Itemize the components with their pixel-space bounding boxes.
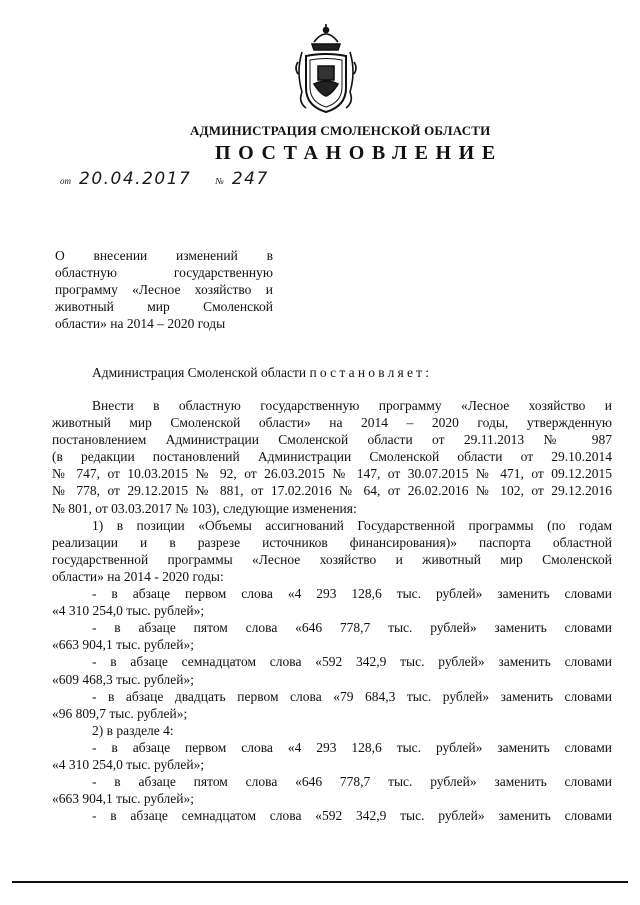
intro-prefix: Администрация Смоленской области bbox=[92, 365, 310, 380]
resolution-intro bbox=[92, 364, 612, 381]
intro-verb: постановляет: bbox=[309, 365, 433, 380]
subject-line: областную государственную bbox=[55, 265, 273, 280]
organization-name: АДМИНИСТРАЦИЯ СМОЛЕНСКОЙ ОБЛАСТИ bbox=[190, 123, 491, 138]
subject-line: О внесении изменений в bbox=[55, 248, 273, 263]
body-line: (в редакции постановлений Администрации Смоленской области от 29.10.2014 bbox=[52, 449, 612, 465]
body-line: «663 904,1 тыс. рублей»; bbox=[52, 791, 194, 807]
document-subject bbox=[55, 247, 273, 332]
body-line: № 778, от 29.12.2015 № 881, от 17.02.2016 № 64, от 26.02.2016 № 102, от 29.12.2016 bbox=[52, 483, 612, 499]
body-line: - в абзаце семнадцатом слова «592 342,9 тыс. рублей» заменить словами bbox=[92, 808, 612, 824]
body-line: государственной программы «Лесное хозяйство и животный мир Смоленской bbox=[52, 551, 612, 567]
subject-line: области» на 2014 – 2020 годы bbox=[55, 316, 226, 331]
body-line: животный мир Смоленской области» на 2014 – 2020 годы, утвержденную bbox=[52, 415, 612, 431]
date-number-line bbox=[60, 169, 269, 193]
body-line: - в абзаце пятом слова «646 778,7 тыс. рублей» заменить словами bbox=[92, 620, 612, 636]
body-line: № 747, от 10.03.2015 № 92, от 26.03.2015 № 147, от 30.07.2015 № 471, от 09.12.2015 bbox=[52, 466, 612, 482]
body-line: «609 468,3 тыс. рублей»; bbox=[52, 671, 194, 687]
body-line: - в абзаце пятом слова «646 778,7 тыс. рублей» заменить словами bbox=[92, 774, 612, 790]
body-line: - в абзаце первом слова «4 293 128,6 тыс. рублей» заменить словами bbox=[92, 586, 612, 602]
document-type-title: ПОСТАНОВЛЕНИЕ bbox=[215, 142, 503, 164]
body-line: 2) в разделе 4: bbox=[92, 722, 174, 738]
subject-line: программу «Лесное хозяйство и bbox=[55, 282, 273, 297]
number-label: № bbox=[215, 176, 224, 186]
body-line: № 801, от 03.03.2017 № 103), следующие изменения: bbox=[52, 500, 357, 516]
body-line: области» на 2014 - 2020 годы: bbox=[52, 568, 224, 584]
page-bottom-rule bbox=[12, 881, 628, 883]
body-line: «4 310 254,0 тыс. рублей»; bbox=[52, 603, 205, 619]
body-line: - в абзаце семнадцатом слова «592 342,9 тыс. рублей» заменить словами bbox=[92, 654, 612, 670]
body-line: - в абзаце первом слова «4 293 128,6 тыс. рублей» заменить словами bbox=[92, 739, 612, 755]
body-line: Внести в областную государственную программу «Лесное хозяйство и bbox=[92, 398, 612, 413]
date-label: от bbox=[60, 176, 71, 186]
handwritten-number: 247 bbox=[231, 169, 269, 189]
handwritten-date: 20.04.2017 bbox=[79, 169, 192, 189]
resolution-body bbox=[52, 397, 612, 824]
body-line: «4 310 254,0 тыс. рублей»; bbox=[52, 756, 205, 772]
coat-of-arms-icon bbox=[292, 22, 360, 114]
body-line: «663 904,1 тыс. рублей»; bbox=[52, 637, 194, 653]
body-line: реализации и в разрезе источников финансирования)» паспорта областной bbox=[52, 534, 612, 550]
body-line: 1) в позиции «Объемы ассигнований Государственной программы (по годам bbox=[92, 517, 612, 533]
subject-line: животный мир Смоленской bbox=[55, 299, 273, 314]
body-line: «96 809,7 тыс. рублей»; bbox=[52, 705, 188, 721]
body-line: постановлением Администрации Смоленской области от 29.11.2013 № 987 bbox=[52, 432, 612, 448]
body-line: - в абзаце двадцать первом слова «79 684,3 тыс. рублей» заменить словами bbox=[92, 688, 612, 704]
